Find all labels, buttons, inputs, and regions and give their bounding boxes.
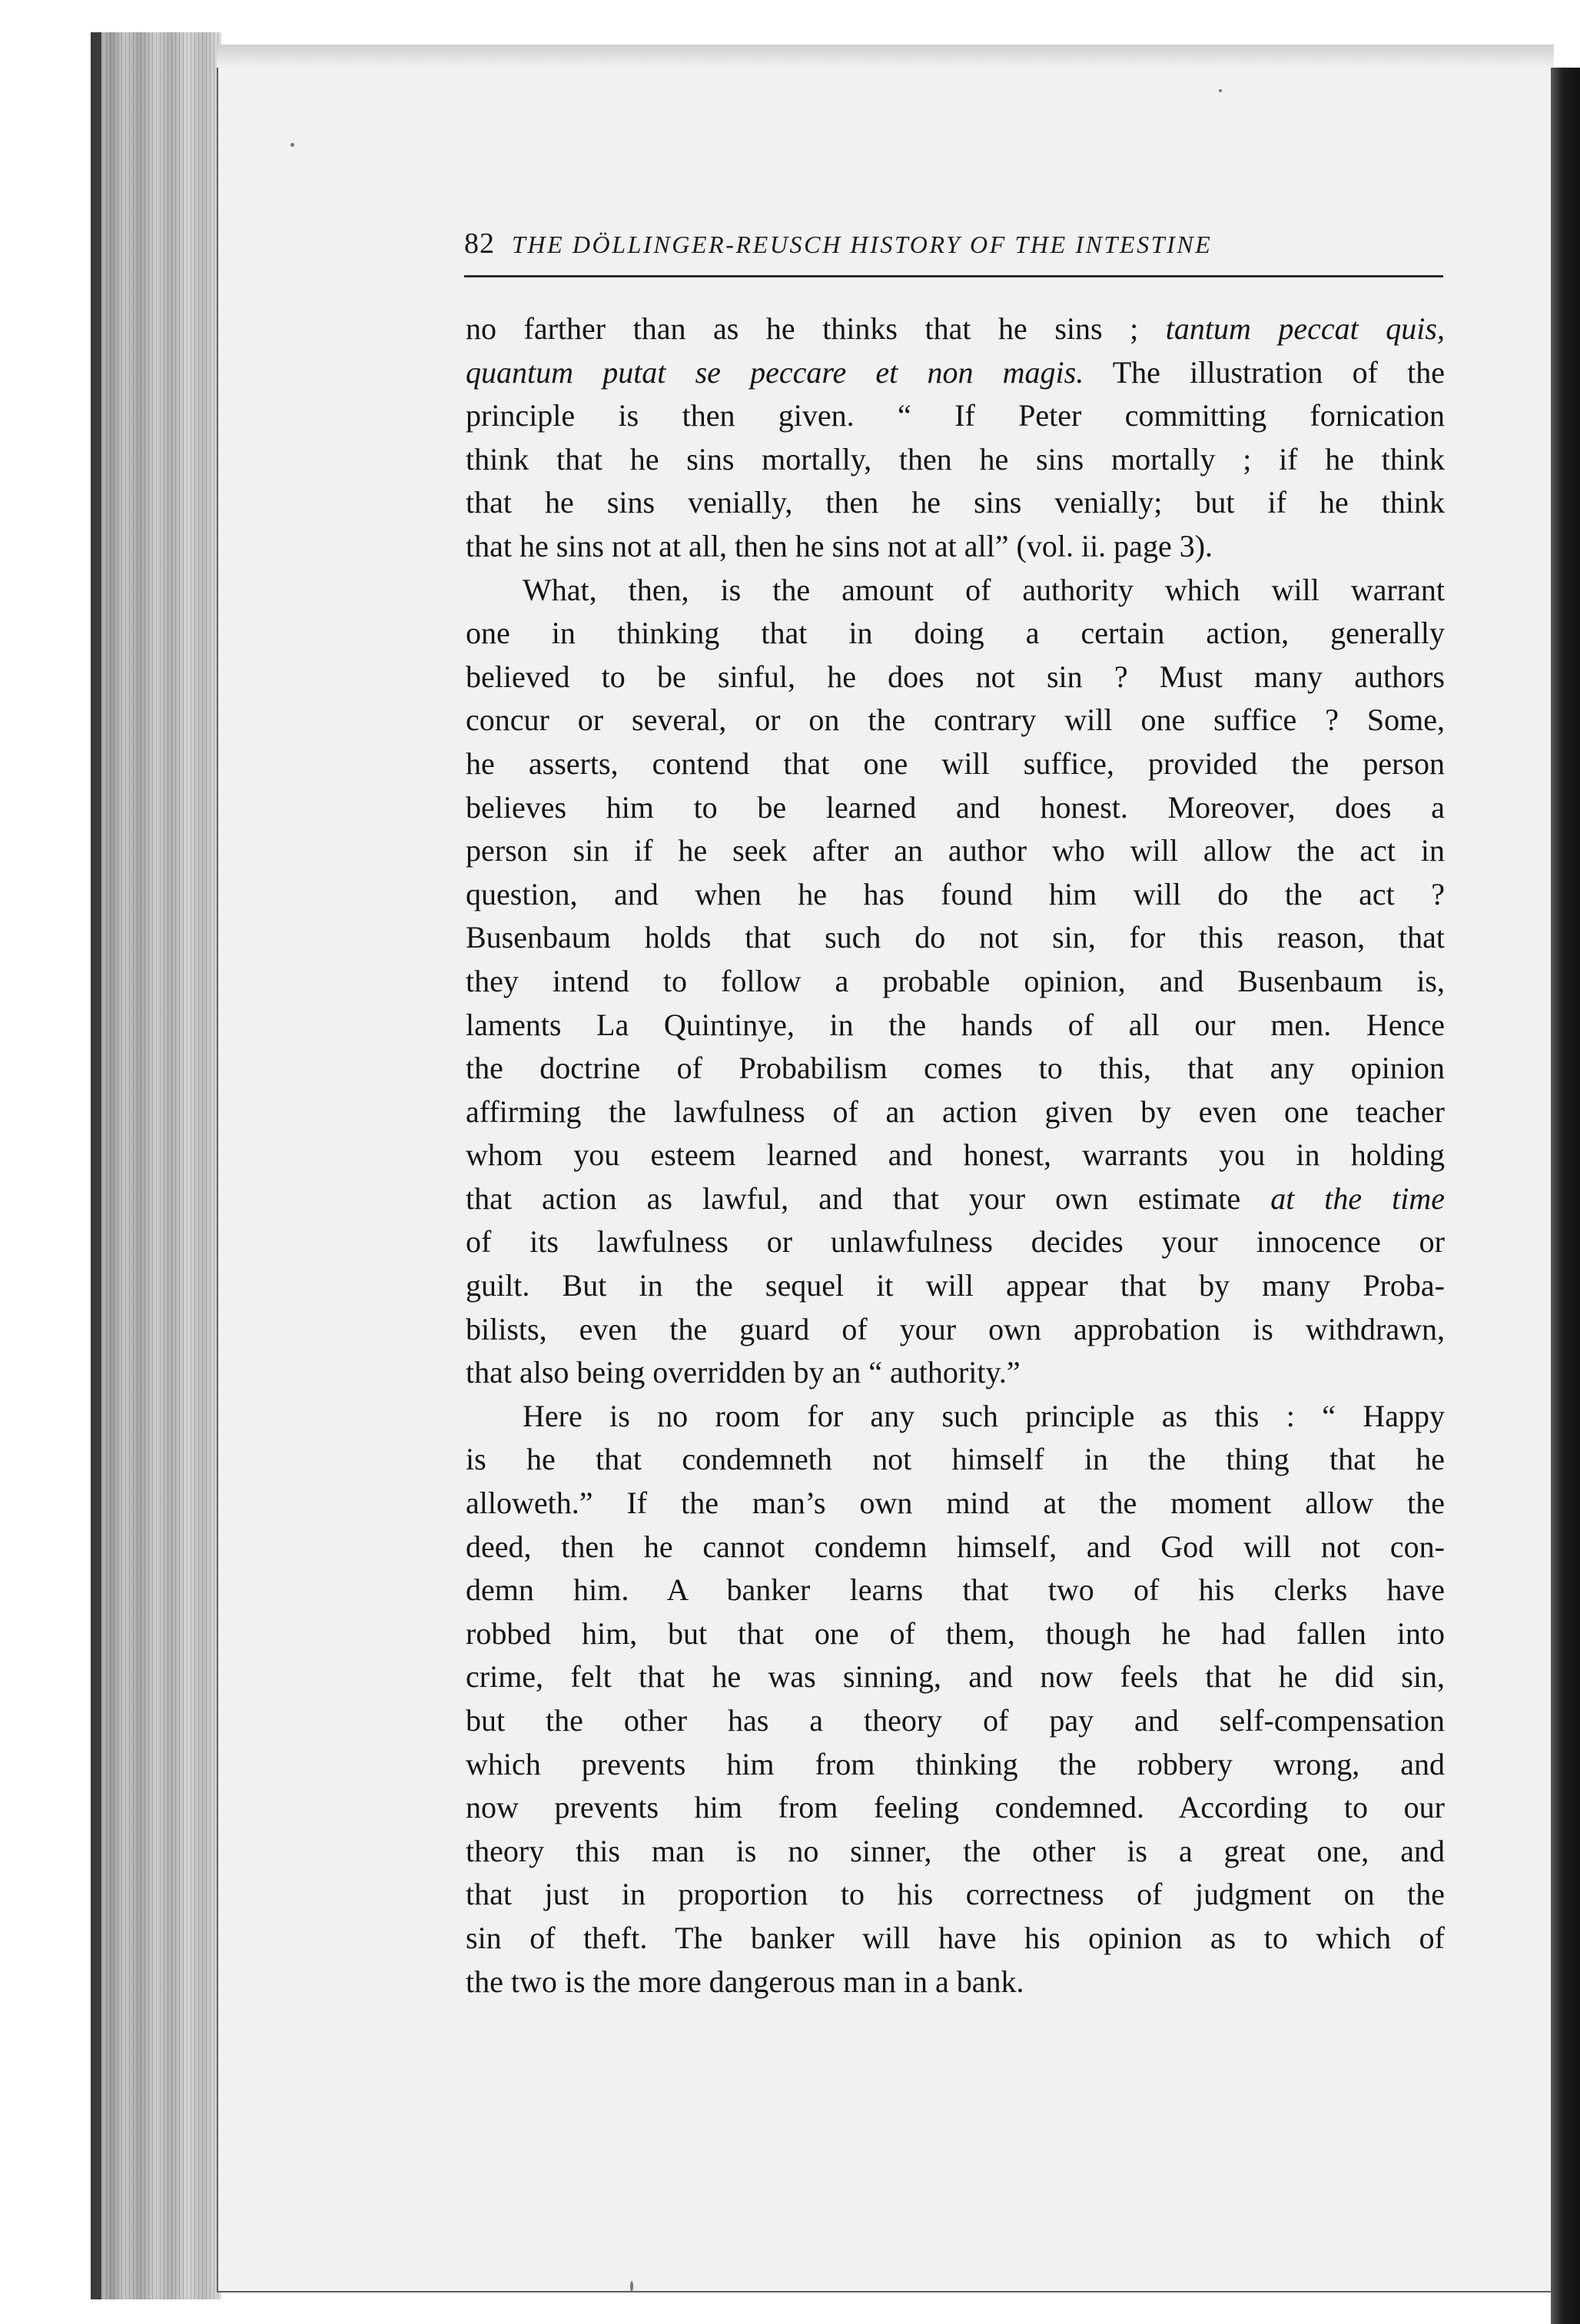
text-line: [466, 612, 1445, 656]
text-line: [466, 1655, 1445, 1699]
text-run: believed to be sinful, he does not sin ? Must many authors: [466, 659, 1445, 694]
text-run: Busenbaum holds that such do not sin, for this reason, that: [466, 920, 1445, 955]
italic-text: at the time: [1270, 1180, 1445, 1216]
text-run: guilt. But in the sequel it will appear that by many Proba-: [466, 1268, 1445, 1303]
text-line: [466, 438, 1445, 482]
page-top-shadow: [217, 45, 1554, 68]
text-run: concur or several, or on the contrary will one suffice ? Some,: [466, 702, 1445, 738]
text-line: [466, 1786, 1445, 1830]
text-line: [466, 1308, 1445, 1352]
text-line: [466, 742, 1445, 786]
text-line: [466, 1220, 1445, 1264]
text-run: The illustration of the: [1084, 354, 1445, 390]
text-run: principle is then given. “ If Peter committing fornication: [466, 398, 1445, 433]
text-run: the two is the more dangerous man in a bank.: [466, 1964, 1024, 1999]
text-run: that action as lawful, and that your own estimate: [466, 1180, 1271, 1216]
text-line: [466, 699, 1445, 742]
text-line: [466, 351, 1445, 395]
text-line: [466, 1743, 1445, 1787]
paragraph-2: [466, 569, 1445, 1395]
text-run: which prevents him from thinking the robbery wrong, and: [466, 1746, 1445, 1781]
text-run: he asserts, contend that one will suffice, provided the person: [466, 745, 1445, 781]
text-run: now prevents him from feeling condemned. According to our: [466, 1790, 1445, 1825]
text-line: [466, 1177, 1445, 1221]
text-run: whom you esteem learned and honest, warrants you in holding: [466, 1137, 1445, 1173]
facing-page-edge: [1551, 68, 1580, 2324]
text-run: of its lawfulness or unlawfulness decides your innocence or: [466, 1224, 1445, 1260]
text-line: [466, 873, 1445, 917]
text-run: demn him. A banker learns that two of his clerks have: [466, 1572, 1445, 1608]
text-line: [466, 394, 1445, 438]
text-line: [466, 1917, 1445, 1960]
text-line: [466, 1134, 1445, 1177]
text-line: [466, 656, 1445, 699]
text-run: deed, then he cannot condemn himself, and God will not con-: [466, 1529, 1445, 1564]
text-run: crime, felt that he was sinning, and now feels that he did sin,: [466, 1659, 1445, 1695]
text-line: [466, 1526, 1445, 1569]
text-line: [466, 1351, 1445, 1395]
book-spine-shadow: [91, 32, 101, 2299]
text-line: [466, 1830, 1445, 1874]
page-number: 82: [464, 227, 495, 260]
body-text: [466, 307, 1445, 2004]
text-run: laments La Quintinye, in the hands of all our men. Hence: [466, 1007, 1445, 1042]
text-line: [466, 481, 1445, 525]
text-line: [466, 786, 1445, 830]
text-line: [466, 960, 1445, 1004]
running-head: [464, 227, 1443, 273]
text-run: the doctrine of Probabilism comes to this, that any opinion: [466, 1051, 1445, 1086]
paragraph-3: [466, 1395, 1445, 2004]
text-run: that just in proportion to his correctness of judgment on the: [466, 1877, 1445, 1912]
page-edge-lines: [91, 32, 221, 2299]
text-line: [466, 1091, 1445, 1134]
italic-text: tantum peccat quis,: [1165, 311, 1445, 346]
italic-text: quantum putat se peccare et non magis.: [466, 354, 1084, 390]
text-run: What, then, is the amount of authority which will warrant: [523, 572, 1445, 607]
text-run: no farther than as he thinks that he sins ;: [466, 311, 1166, 346]
text-run: theory this man is no sinner, the other is a great one, and: [466, 1833, 1445, 1868]
text-line: [466, 1004, 1445, 1047]
text-run: believes him to be learned and honest. Moreover, does a: [466, 789, 1445, 825]
text-line: [466, 1264, 1445, 1308]
text-run: that he sins not at all, then he sins not at all” (vol. ii. page 3).: [466, 528, 1213, 563]
text-run: bilists, even the guard of your own approbation is withdrawn,: [466, 1311, 1445, 1346]
text-run: person sin if he seek after an author who will allow the act in: [466, 833, 1445, 868]
text-run: affirming the lawfulness of an action given by even one teacher: [466, 1094, 1445, 1129]
text-run: alloweth.” If the man’s own mind at the moment allow the: [466, 1486, 1445, 1521]
text-line: [466, 1699, 1445, 1743]
text-line: [466, 1395, 1445, 1439]
running-title: THE DÖLLINGER-REUSCH HISTORY OF THE INTESTINE: [512, 231, 1213, 258]
text-run: they intend to follow a probable opinion, and Busenbaum is,: [466, 963, 1445, 998]
text-run: one in thinking that in doing a certain action, generally: [466, 616, 1445, 651]
text-run: but the other has a theory of pay and self-compensation: [466, 1703, 1445, 1738]
text-run: that he sins venially, then he sins venially; but if he think: [466, 485, 1445, 520]
paper-speck: [630, 2281, 633, 2292]
paper-speck: [290, 143, 294, 147]
book-page-edges: [91, 32, 221, 2299]
text-run: is he that condemneth not himself in the thing that he: [466, 1442, 1445, 1477]
text-line: [466, 525, 1445, 569]
text-line: [466, 307, 1445, 351]
text-line: [466, 916, 1445, 960]
text-run: question, and when he has found him will do the act ?: [466, 876, 1445, 911]
text-run: that also being overridden by an “ authority.”: [466, 1355, 1021, 1390]
text-line: [466, 829, 1445, 873]
scan-background: [0, 0, 92, 2324]
header-rule: [464, 275, 1443, 277]
text-line: [466, 1612, 1445, 1656]
text-line: [466, 1438, 1445, 1482]
text-run: think that he sins mortally, then he sins mortally ; if he think: [466, 441, 1445, 476]
text-line: [466, 569, 1445, 613]
text-run: Here is no room for any such principle as this : “ Happy: [523, 1398, 1445, 1433]
text-line: [466, 1482, 1445, 1526]
text-run: sin of theft. The banker will have his opinion as to which of: [466, 1920, 1445, 1955]
text-line: [466, 1873, 1445, 1917]
paper-speck: [1219, 89, 1222, 92]
text-line: [466, 1047, 1445, 1091]
text-line: [466, 1569, 1445, 1612]
text-line: [466, 1960, 1445, 2004]
paragraph-1: [466, 307, 1445, 569]
text-run: robbed him, but that one of them, though he had fallen into: [466, 1615, 1445, 1651]
